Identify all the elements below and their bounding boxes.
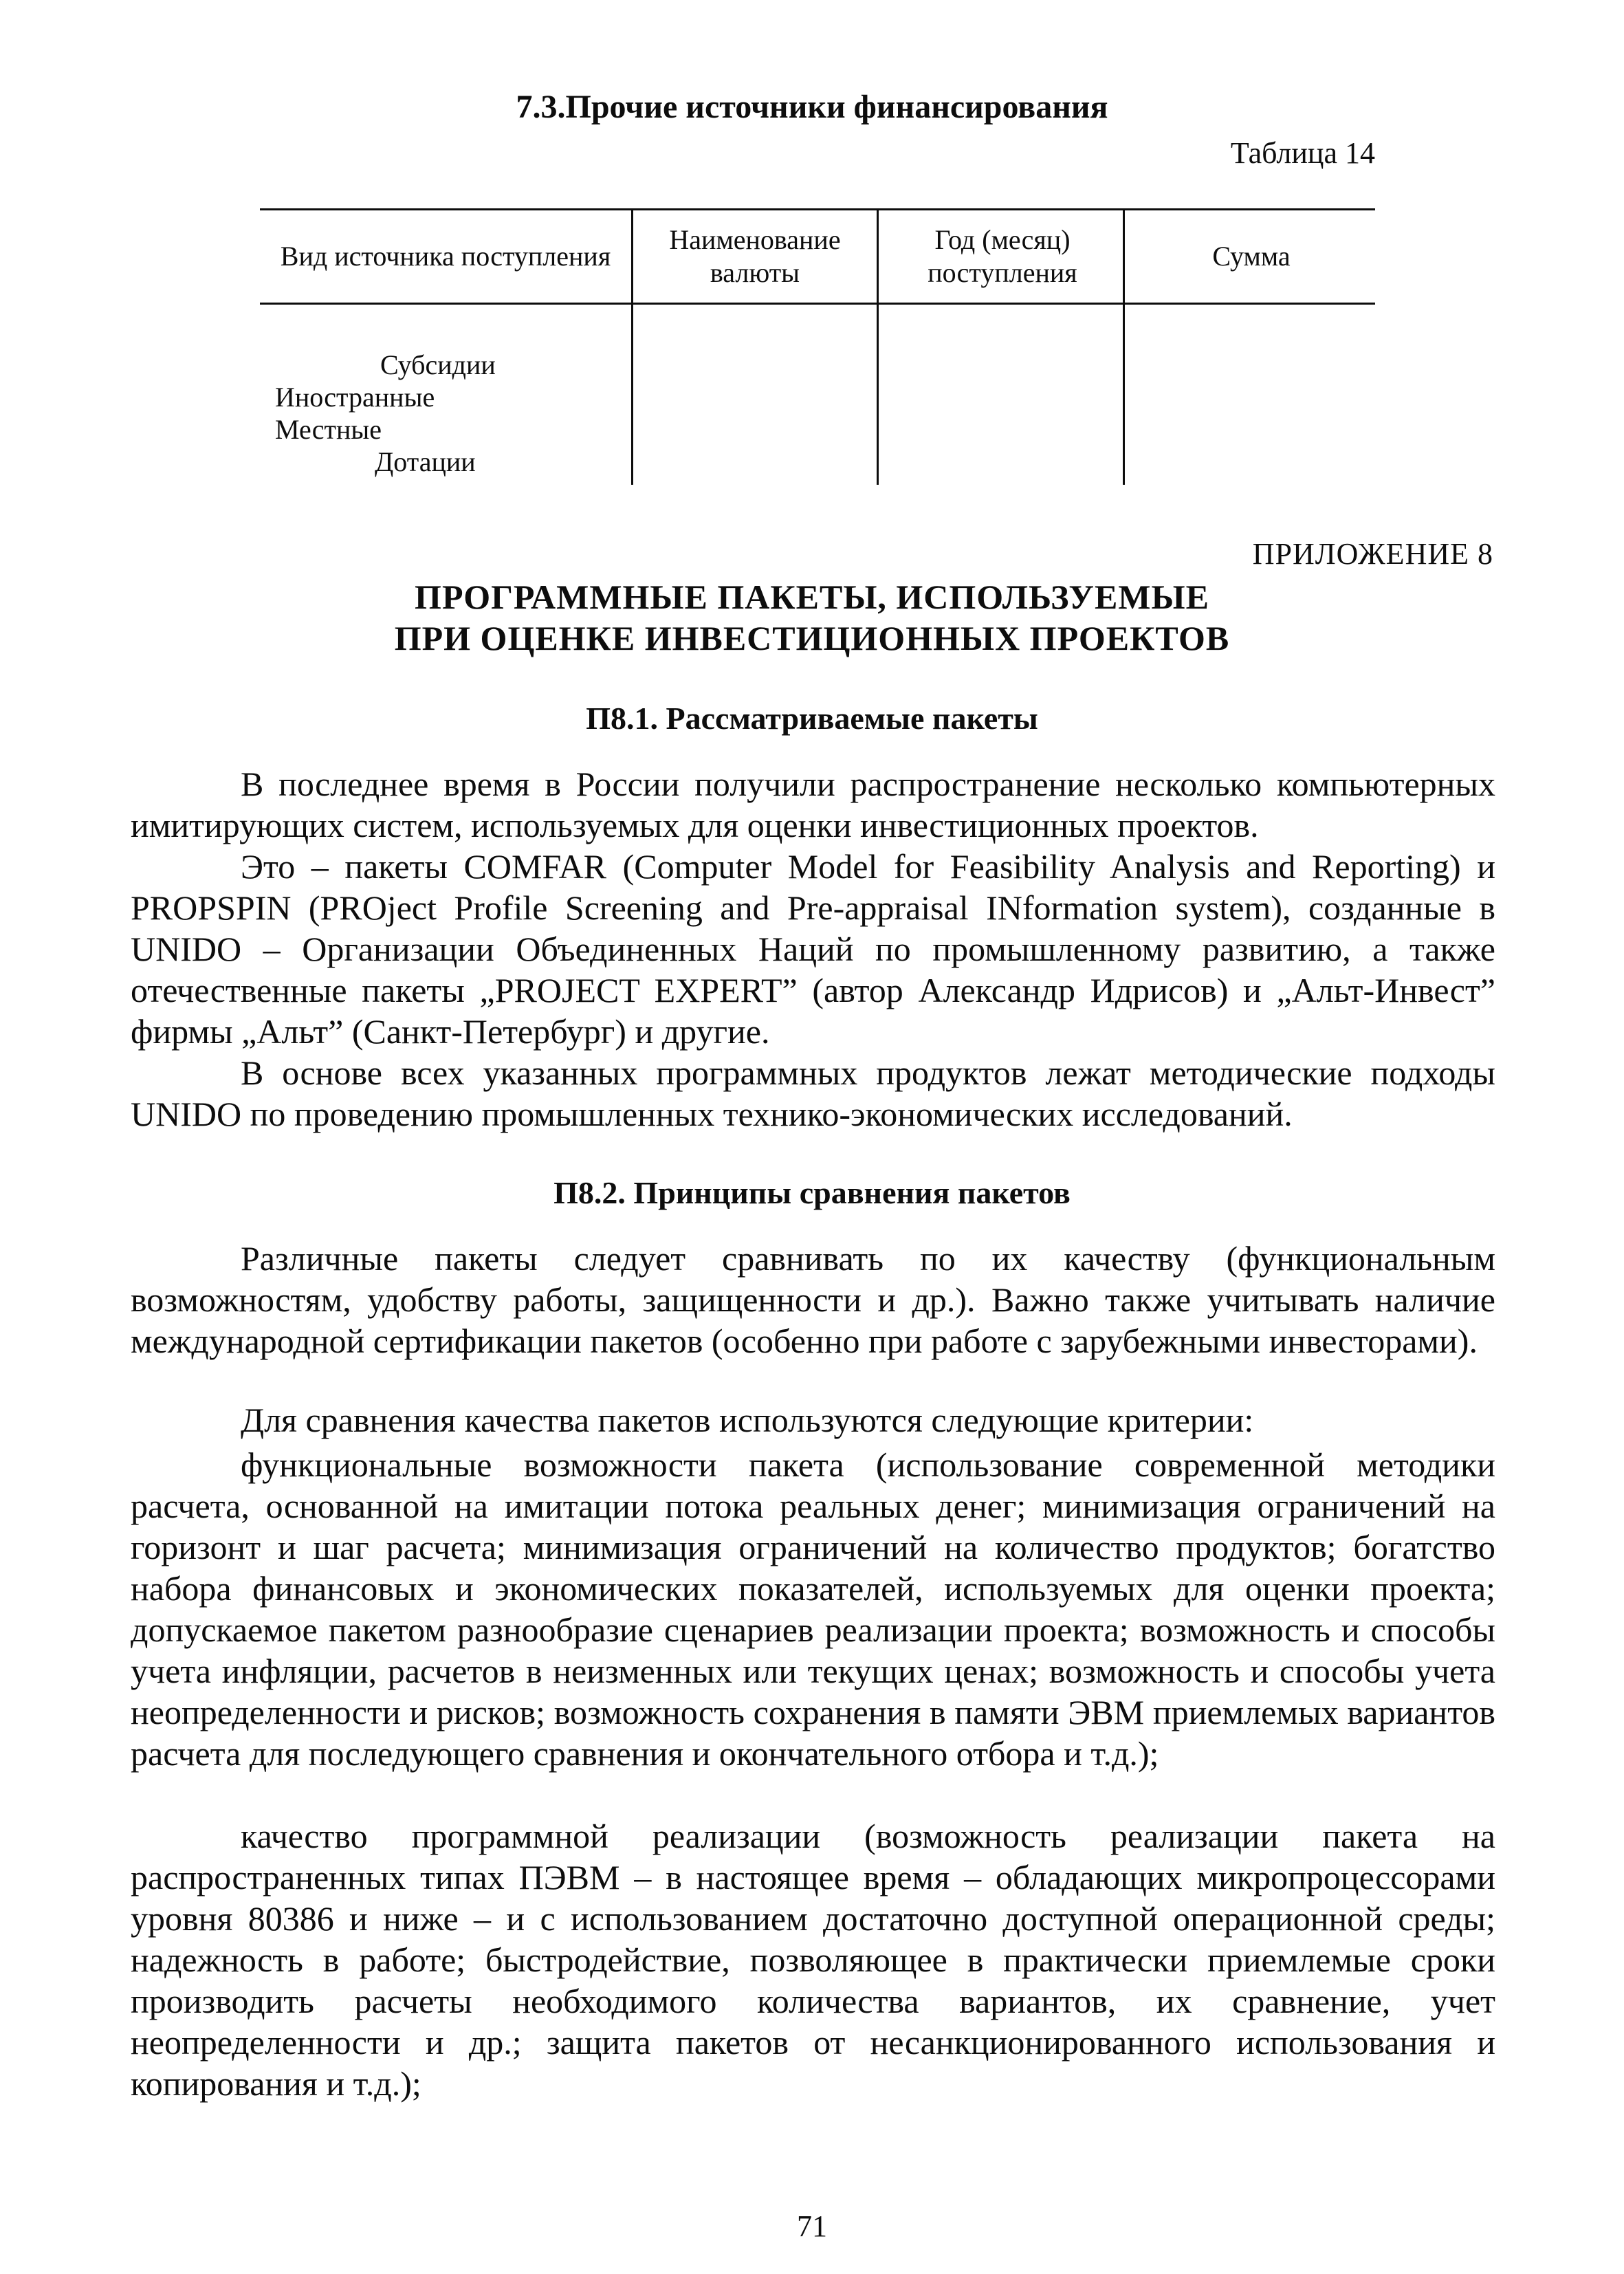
paragraph: В основе всех указанных программных продуктов лежат методические подходы UNIDO по проведению промышленных технико-экономических исследований. bbox=[131, 1053, 1495, 1133]
paragraph: В последнее время в России получили распространение несколько компьютерных имитирующих систем, используемых для оценки инвестиционных проектов. bbox=[131, 765, 1495, 844]
row-subsidies: Субсидии bbox=[380, 349, 496, 380]
table-column-divider bbox=[631, 208, 633, 485]
table-top-rule bbox=[260, 208, 1375, 210]
paragraph: Для сравнения качества пакетов используются следующие критерии: bbox=[241, 1401, 1254, 1439]
subsection-heading: П8.2. Принципы сравнения пакетов bbox=[553, 1175, 1071, 1210]
paragraph: Различные пакеты следует сравнивать по их качеству (функциональным возможностям, удобству работы, защищенности и др.). Важно также учитывать наличие международной сертификации пакетов (особенно при работе с зарубежными инвесторами). bbox=[131, 1239, 1495, 1360]
appendix-label: ПРИЛОЖЕНИЕ 8 bbox=[1252, 537, 1493, 571]
header-amount: Сумма bbox=[1212, 241, 1291, 272]
paragraph: Это – пакеты COMFAR (Computer Model for Feasibility Analysis and Reporting) и PROPSPIN (PROject Profile Screening and Pre-appraisal INformation system), созданные в UNIDO – Организации Объединенных Наций по промышленному развитию, а также отечественные пакеты „PROJECT EXPERT” (автор Александр Идрисов) и „Альт-Инвест” фирмы „Альт” (Санкт-Петербург) и другие. bbox=[131, 847, 1495, 1051]
row-grants: Дотации bbox=[375, 446, 476, 477]
section-title: 7.3.Прочие источники финансирования bbox=[516, 89, 1108, 125]
header-currency: Наименование валюты bbox=[669, 224, 841, 288]
header-source-type: Вид источника поступления bbox=[280, 241, 611, 272]
appendix-title-line: ПРОГРАММНЫЕ ПАКЕТЫ, ИСПОЛЬЗУЕМЫЕ bbox=[415, 578, 1209, 616]
page-number: 71 bbox=[797, 2209, 827, 2243]
financing-sources-table bbox=[260, 208, 1375, 485]
table-column-divider bbox=[1123, 208, 1125, 485]
paragraph: функциональные возможности пакета (использование современной методики расчета, основанной на имитации потока реальных денег; минимизация ограничений на горизонт и шаг расчета; минимизация ограничений на количество продуктов; богатство набора финансовых и экономических показателей, используемых для оценки проекта; допускаемое пакетом разнообразие сценариев реализации проекта; возможность и способы учета инфляции, расчетов в неизменных или текущих ценах; возможность и способы учета неопределенности и рисков; возможность сохранения в памяти ЭВМ приемлемых вариантов расчета для последующего сравнения и окончательного отбора и т.д.); bbox=[131, 1445, 1495, 1773]
appendix-title-line: ПРИ ОЦЕНКЕ ИНВЕСТИЦИОННЫХ ПРОЕКТОВ bbox=[394, 619, 1230, 657]
table-header-rule bbox=[260, 303, 1375, 305]
header-year-month: Год (месяц) поступления bbox=[928, 224, 1077, 288]
row-foreign: Иностранные bbox=[275, 382, 435, 413]
subsection-heading: П8.1. Рассматриваемые пакеты bbox=[586, 701, 1038, 736]
appendix-title bbox=[0, 576, 1624, 659]
row-local: Местные bbox=[275, 414, 382, 445]
paragraph: качество программной реализации (возможность реализации пакета на распространенных типах ПЭВМ – в настоящее время – обладающих микропроцессорами уровня 80386 и ниже – и с использованием достаточно доступной операционной среды; надежность в работе; быстродействие, позволяющее в практически приемлемые сроки производить расчеты необходимого количества вариантов, их сравнение, учет неопределенности и др.; защита пакетов от несанкционированного использования и копирования и т.д.); bbox=[131, 1817, 1495, 2103]
table-column-divider bbox=[877, 208, 879, 485]
table-caption: Таблица 14 bbox=[1230, 136, 1375, 170]
